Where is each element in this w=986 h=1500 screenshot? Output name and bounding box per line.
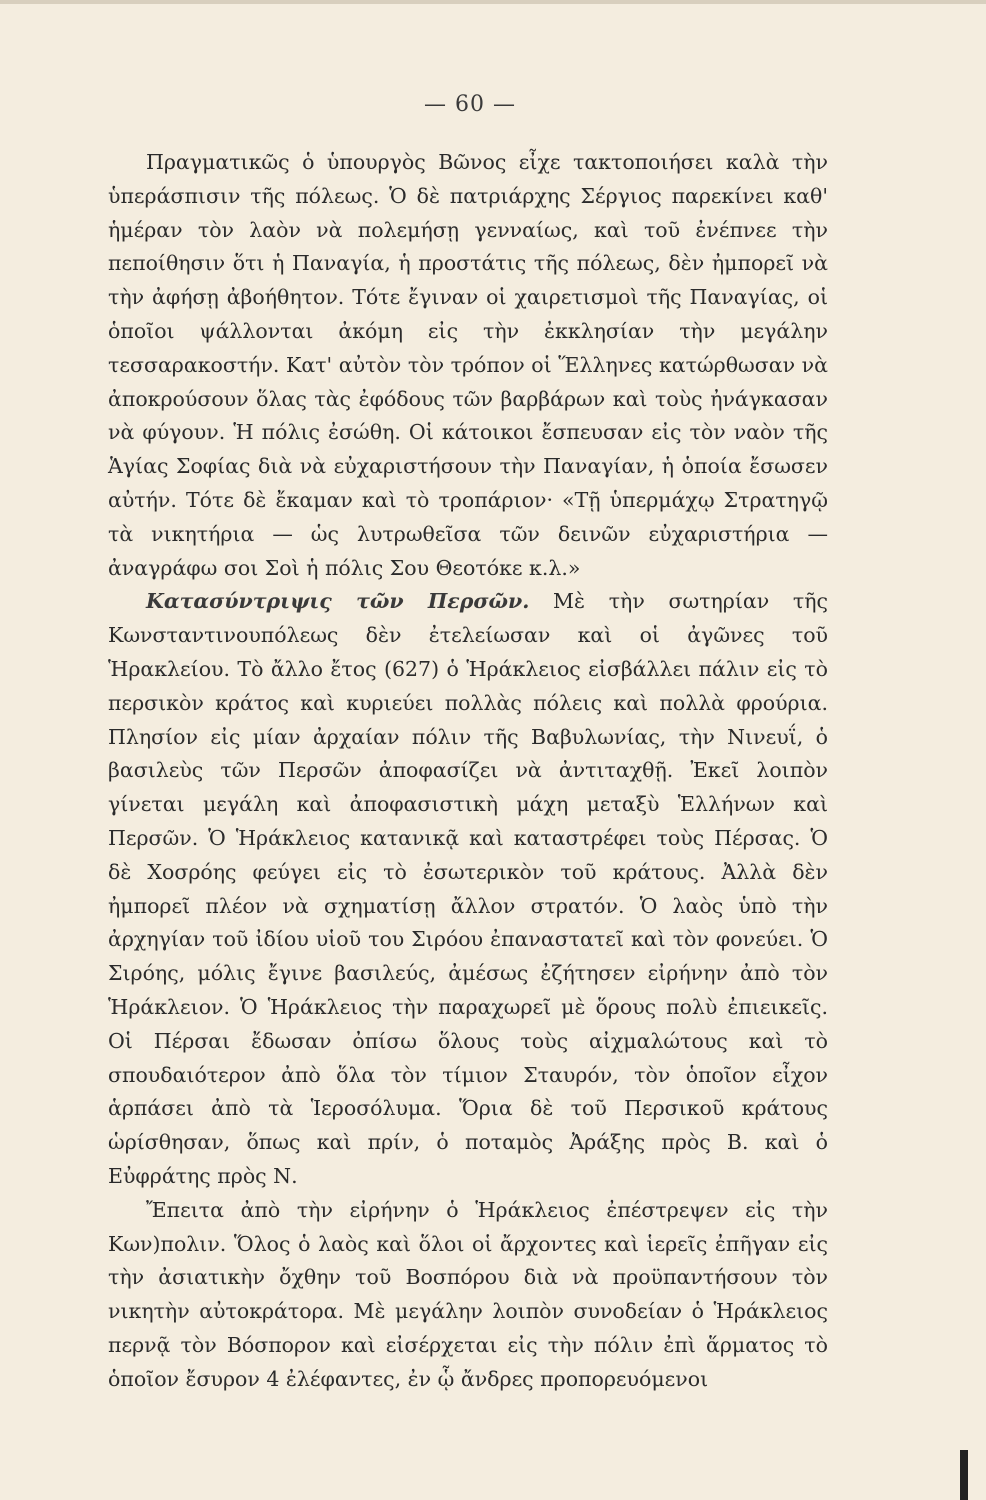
- page-edge-shadow: [0, 0, 986, 4]
- page-number: — 60 —: [424, 92, 516, 117]
- paragraph-1-text: Πραγματικῶς ὁ ὑπουργὸς Βῶνος εἶχε τακτοποιήσει καλὰ τὴν ὑπεράσπισιν τῆς πόλεως. Ὁ δὲ πατριάρχης Σέργιος παρεκίνει καθ' ἡμέραν τὸν λαὸν νὰ πολεμήσῃ γενναίως, καὶ τοῦ ἐνέπνεε τὴν πεποίθησιν ὅτι ἡ Παναγία, ἡ προστάτις τῆς πόλεως, δὲν ἠμπορεῖ νὰ τὴν ἀφήσῃ ἀβοήθητον. Τότε ἔγιναν οἱ χαιρετισμοὶ τῆς Παναγίας, οἱ ὁποῖοι ψάλλονται ἀκόμη εἰς τὴν ἐκκλησίαν τὴν μεγάλην τεσσαρακοστήν. Κατ' αὐτὸν τὸν τρόπον οἱ Ἕλληνες κατώρθωσαν νὰ ἀποκρούσουν ὅλας τὰς ἐφόδους τῶν βαρβάρων καὶ τοὺς ἠνάγκασαν νὰ φύγουν. Ἡ πόλις ἐσώθη. Οἱ κάτοικοι ἔσπευσαν εἰς τὸν ναὸν τῆς Ἁγίας Σοφίας διὰ νὰ εὐχαριστήσουν τὴν Παναγίαν, ἡ ὁποία ἔσωσεν αὐτήν. Τότε δὲ ἔκαμαν καὶ τὸ τροπάριον· «Τῇ ὑπερμάχῳ Στρατηγῷ τὰ νικητήρια — ὡς λυτρωθεῖσα τῶν δεινῶν εὐχαριστήρια — ἀναγράφω σοι Σοὶ ἡ πόλις Σου Θεοτόκε κ.λ.»: [108, 150, 828, 580]
- paragraph-3-text: Ἔπειτα ἀπὸ τὴν εἰρήνην ὁ Ἡράκλειος ἐπέστρεψεν εἰς τὴν Κων)πολιν. Ὅλος ὁ λαὸς καὶ ὅλοι οἱ ἄρχοντες καὶ ἱερεῖς ἐπῆγαν εἰς τὴν ἀσιατικὴν ὄχθην τοῦ Βοσπόρου διὰ νὰ προϋπαντήσουν τὸν νικητὴν αὐτοκράτορα. Μὲ μεγάλην λοιπὸν συνοδείαν ὁ Ἡράκλειος περνᾷ τὸν Βόσπορον καὶ εἰσέρχεται εἰς τὴν πόλιν ἐπὶ ἅρματος τὸ ὁποῖον ἔσυρον 4 ἐλέφαντες, ἐν ᾧ ἄνδρες προπορευόμενοι: [108, 1197, 828, 1391]
- binding-mark: [960, 1450, 968, 1500]
- paragraph-3: [108, 1194, 828, 1397]
- paragraph-1: [108, 146, 828, 585]
- paragraph-2-text: Μὲ τὴν σωτηρίαν τῆς Κωνσταντινουπόλεως δὲν ἐτελείωσαν καὶ οἱ ἀγῶνες τοῦ Ἡρακλείου. Τὸ ἄλλο ἔτος (627) ὁ Ἡράκλειος εἰσβάλλει πάλιν εἰς τὸ περσικὸν κράτος καὶ κυριεύει πολλὰς πόλεις καὶ πολλὰ φρούρια. Πλησίον εἰς μίαν ἀρχαίαν πόλιν τῆς Βαβυλωνίας, τὴν Νινευΐ, ὁ βασιλεὺς τῶν Περσῶν ἀποφασίζει νὰ ἀντιταχθῇ. Ἐκεῖ λοιπὸν γίνεται μεγάλη καὶ ἀποφασιστικὴ μάχη μεταξὺ Ἑλλήνων καὶ Περσῶν. Ὁ Ἡράκλειος κατανικᾷ καὶ καταστρέφει τοὺς Πέρσας. Ὁ δὲ Χοσρόης φεύγει εἰς τὸ ἐσωτερικὸν τοῦ κράτους. Ἀλλὰ δὲν ἠμπορεῖ πλέον νὰ σχηματίσῃ ἄλλον στρατόν. Ὁ λαὸς ὑπὸ τὴν ἀρχηγίαν τοῦ ἰδίου υἱοῦ του Σιρόου ἐπαναστατεῖ καὶ τὸν φονεύει. Ὁ Σιρόης, μόλις ἔγινε βασιλεύς, ἀμέσως ἐζήτησεν εἰρήνην ἀπὸ τὸν Ἡράκλειον. Ὁ Ἡράκλειος τὴν παραχωρεῖ μὲ ὅρους πολὺ ἐπιεικεῖς. Οἱ Πέρσαι ἔδωσαν ὀπίσω ὅλους τοὺς αἰχμαλώτους καὶ τὸ σπουδαιότερον ἀπὸ ὅλα τὸν τίμιον Σταυρόν, τὸν ὁποῖον εἶχον ἁρπάσει ἀπὸ τὰ Ἱεροσόλυμα. Ὅρια δὲ τοῦ Περσικοῦ κράτους ὡρίσθησαν, ὅπως καὶ πρίν, ὁ ποταμὸς Ἀράξης πρὸς Β. καὶ ὁ Εὐφράτης πρὸς Ν.: [108, 589, 828, 1188]
- page-body-text: [108, 146, 828, 1396]
- section-title: Κατασύντριψις τῶν Περσῶν.: [146, 589, 530, 614]
- paragraph-2: [108, 585, 828, 1193]
